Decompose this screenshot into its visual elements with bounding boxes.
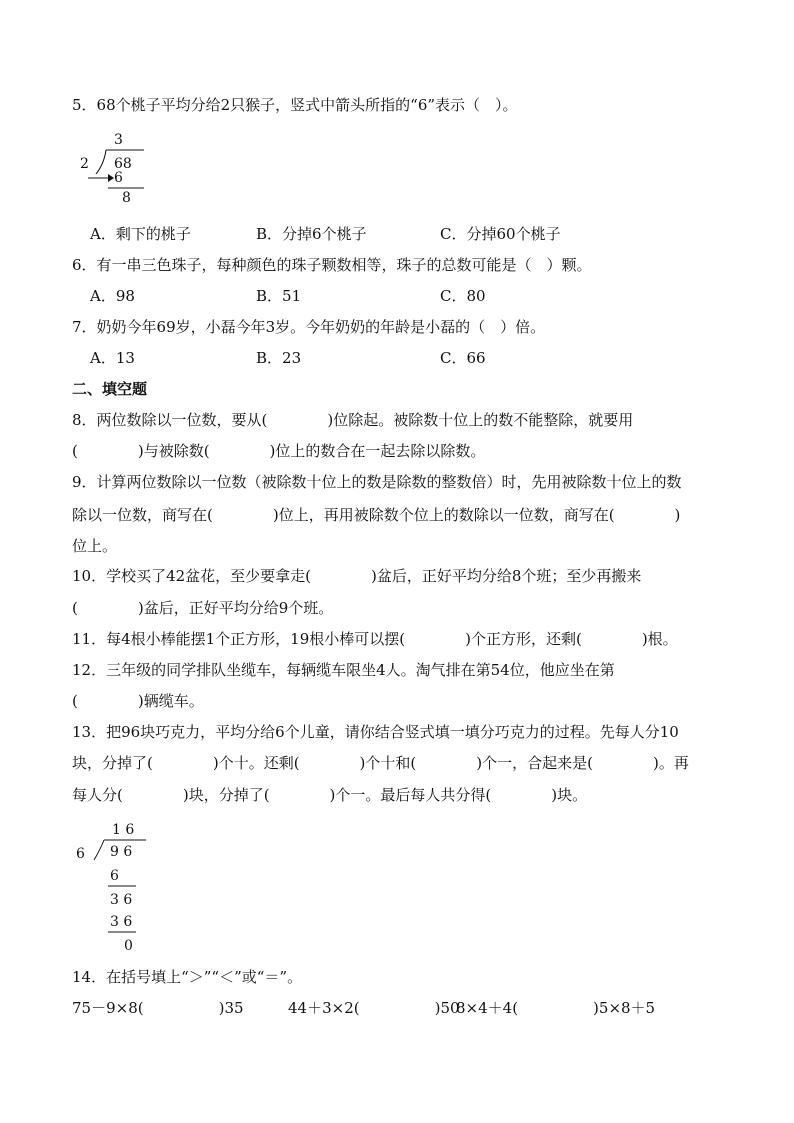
q14-item-1: 75－9×8( )35 xyxy=(72,999,244,1017)
question-8-line-1: 8．两位数除以一位数，要从( )位除起。被除数十位上的数不能整除，就要用 xyxy=(72,411,634,429)
q6-option-a[interactable]: A．98 xyxy=(90,287,135,305)
q7-option-a[interactable]: A．13 xyxy=(90,349,135,367)
question-12-line-2: ( )辆缆车。 xyxy=(72,692,204,710)
question-7-text: 7．奶奶今年69岁，小磊今年3岁。今年奶奶的年龄是小磊的（ ）倍。 xyxy=(72,318,546,336)
question-11-line-1: 11．每4根小棒能摆1个正方形，19根小棒可以摆( )个正方形，还剩( )根。 xyxy=(72,630,678,648)
q5-step: 6 xyxy=(114,170,123,186)
q13-mid: 3 6 xyxy=(110,892,133,908)
question-5-text: 5．68个桃子平均分给2只猴子，竖式中箭头所指的“6”表示（ ）。 xyxy=(72,96,518,114)
q5-remainder: 8 xyxy=(122,190,131,206)
question-13-long-division xyxy=(74,818,164,958)
q5-option-a[interactable]: A．剩下的桃子 xyxy=(90,225,191,243)
q14-item-2: 44＋3×2( )50 xyxy=(288,999,460,1017)
question-8-line-2: ( )与被除数( )位上的数合在一起去除以除数。 xyxy=(72,442,486,460)
question-9-line-3: 位上。 xyxy=(72,537,118,555)
question-5-long-division xyxy=(74,128,154,208)
question-13-line-3: 每人分( )块，分掉了( )个一。最后每人共分得( )块。 xyxy=(72,786,588,804)
q5-quotient: 3 xyxy=(114,132,123,148)
q13-step-1: 6 xyxy=(110,868,119,884)
q13-step-2: 3 6 xyxy=(110,914,133,930)
q14-item-3: 8×4＋4( )5×8＋5 xyxy=(456,999,656,1017)
section-2-title: 二、填空题 xyxy=(72,380,148,398)
q13-dividend: 9 6 xyxy=(110,844,133,860)
q5-divisor: 2 xyxy=(80,156,89,172)
question-10-line-2: ( )盆后，正好平均分给9个班。 xyxy=(72,599,334,617)
q5-option-c[interactable]: C．分掉60个桃子 xyxy=(440,225,561,243)
q6-option-c[interactable]: C．80 xyxy=(440,287,486,305)
question-14-text: 14．在括号填上“＞”“＜”或“＝”。 xyxy=(72,968,303,986)
question-13-line-2: 块，分掉了( )个十。还剩( )个十和( )个一，合起来是( )。再 xyxy=(72,754,689,772)
q7-option-b[interactable]: B．23 xyxy=(256,349,302,367)
q13-quotient: 1 6 xyxy=(112,822,135,838)
question-13-line-1: 13．把96块巧克力，平均分给6个儿童，请你结合竖式填一填分巧克力的过程。先每人分10 xyxy=(72,723,679,741)
question-6-text: 6．有一串三色珠子，每种颜色的珠子颗数相等，珠子的总数可能是（ ）颗。 xyxy=(72,256,592,274)
question-9-line-1: 9．计算两位数除以一位数（被除数十位上的数是除数的整数倍）时，先用被除数十位上的数 xyxy=(72,473,682,491)
q6-option-b[interactable]: B．51 xyxy=(256,287,302,305)
q5-option-b[interactable]: B．分掉6个桃子 xyxy=(256,225,367,243)
question-9-line-2: 除以一位数，商写在( )位上，再用被除数个位上的数除以一位数，商写在( ) xyxy=(72,506,681,524)
question-12-line-1: 12．三年级的同学排队坐缆车，每辆缆车限坐4人。淘气排在第54位，他应坐在第 xyxy=(72,661,615,679)
question-10-line-1: 10．学校买了42盆花，至少要拿走( )盆后，正好平均分给8个班；至少再搬来 xyxy=(72,567,642,585)
q13-divisor: 6 xyxy=(76,846,85,862)
q7-option-c[interactable]: C．66 xyxy=(440,349,486,367)
q5-dividend: 68 xyxy=(114,156,132,172)
q13-remainder: 0 xyxy=(124,938,133,954)
